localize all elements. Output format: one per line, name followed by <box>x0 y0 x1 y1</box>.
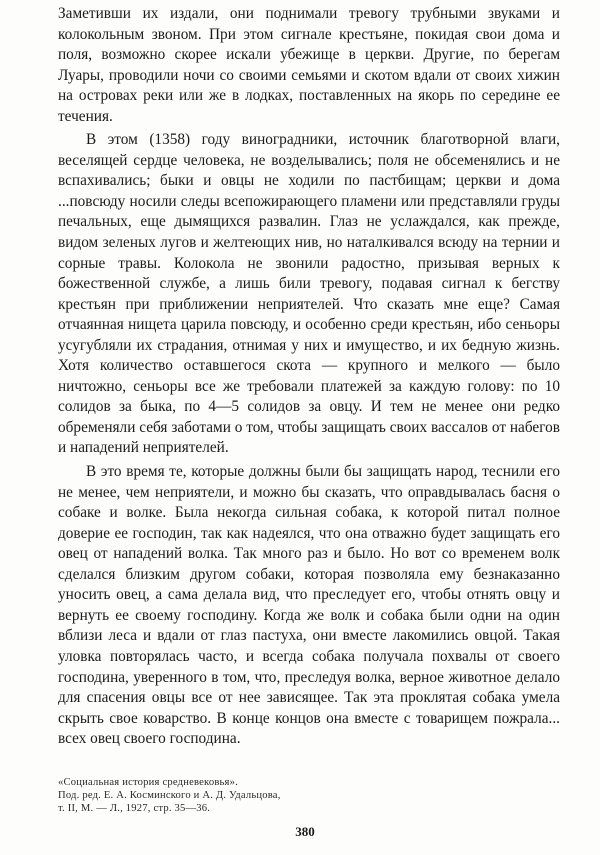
footnote-citation: т. II, М. — Л., 1927, стр. 35—36. <box>58 803 211 815</box>
page-number: 380 <box>295 824 315 839</box>
source-footnote <box>58 776 538 816</box>
paragraph-2: В этом (1358) году виноградники, источник благотворной влаги, веселящей сердце человека, не возделывались; поля не обсеменялись и не вспахивались; быки и овцы не ходили по пастбищам; церкви и дома ...повсюду носили следы всепожирающего пламени или представляли груды печальных, еще дымящихся развалин. Глаз не услаждался, как прежде, видом зеленых лугов и желтеющих нив, но наталкивался всюду на тернии и сорные травы. Колокола не звонили радостно, призывая верных к божественной службе, а лишь били тревогу, подавая сигнал к бегству крестьян при приближении неприятелей. Что сказать мне еще? Самая отчаянная нищета царила повсюду, и особенно среди крестьян, ибо сеньоры усугубляли их страдания, отнимая у них и имущество, и их бедную жизнь. Хотя количество оставшегося скота — крупного и мелкого — было ничтожно, сеньоры все же требовали платежей за каждую голову: по 10 солидов за быка, по 4—5 солидов за овцу. И тем не менее они редко обременяли себя заботами о том, чтобы защищать своих вассалов от набегов и нападений неприятелей. <box>58 131 560 457</box>
footnote-editors: Под. ред. Е. А. Косминского и А. Д. Удальцова, <box>58 790 281 802</box>
paragraph-1: Заметивши их издали, они поднимали тревогу трубными звуками и колокольным звоном. При этом сигнале крестьяне, покидая свои дома и поля, возможно скорее искали убежище в церкви. Другие, по берегам Луары, проводили ночи со своими семьями и скотом вдали от своих хижин на островах реки или же в лодках, поставленных на якорь по середине ее течения. <box>58 5 560 125</box>
main-text <box>58 4 560 750</box>
footnote-title: «Социальная история средневековья». <box>58 777 238 788</box>
paragraph-3: В это время те, которые должны были бы защищать народ, теснили его не менее, чем неприятели, и можно бы сказать, что оправдывалась басня о собаке и волке. Была некогда сильная собака, к которой питал полное доверие ее господин, так как надеялся, что она отважно будет защищать его овец от нападений волка. Так много раз и было. Но вот со временем волк сделался близким другом собаки, которая позволяла ему безнаказанно уносить овец, а сама делала вид, что преследует его, чтобы отнять овцу и вернуть ее своему господину. Когда же волк и собака были одни на один вблизи леса и вдали от глаз пастуха, они вместе лакомились овцой. Такая уловка повторялась часто, и всегда собака получала похвалы от своего господина, уверенного в том, что, преследуя волка, верное животное делало для спасения овцы все от нее зависящее. Так эта проклятая собака умела скрыть свое коварство. В конце концов она вместе с товарищем пожрала... всех овец своего господина. <box>58 463 560 748</box>
